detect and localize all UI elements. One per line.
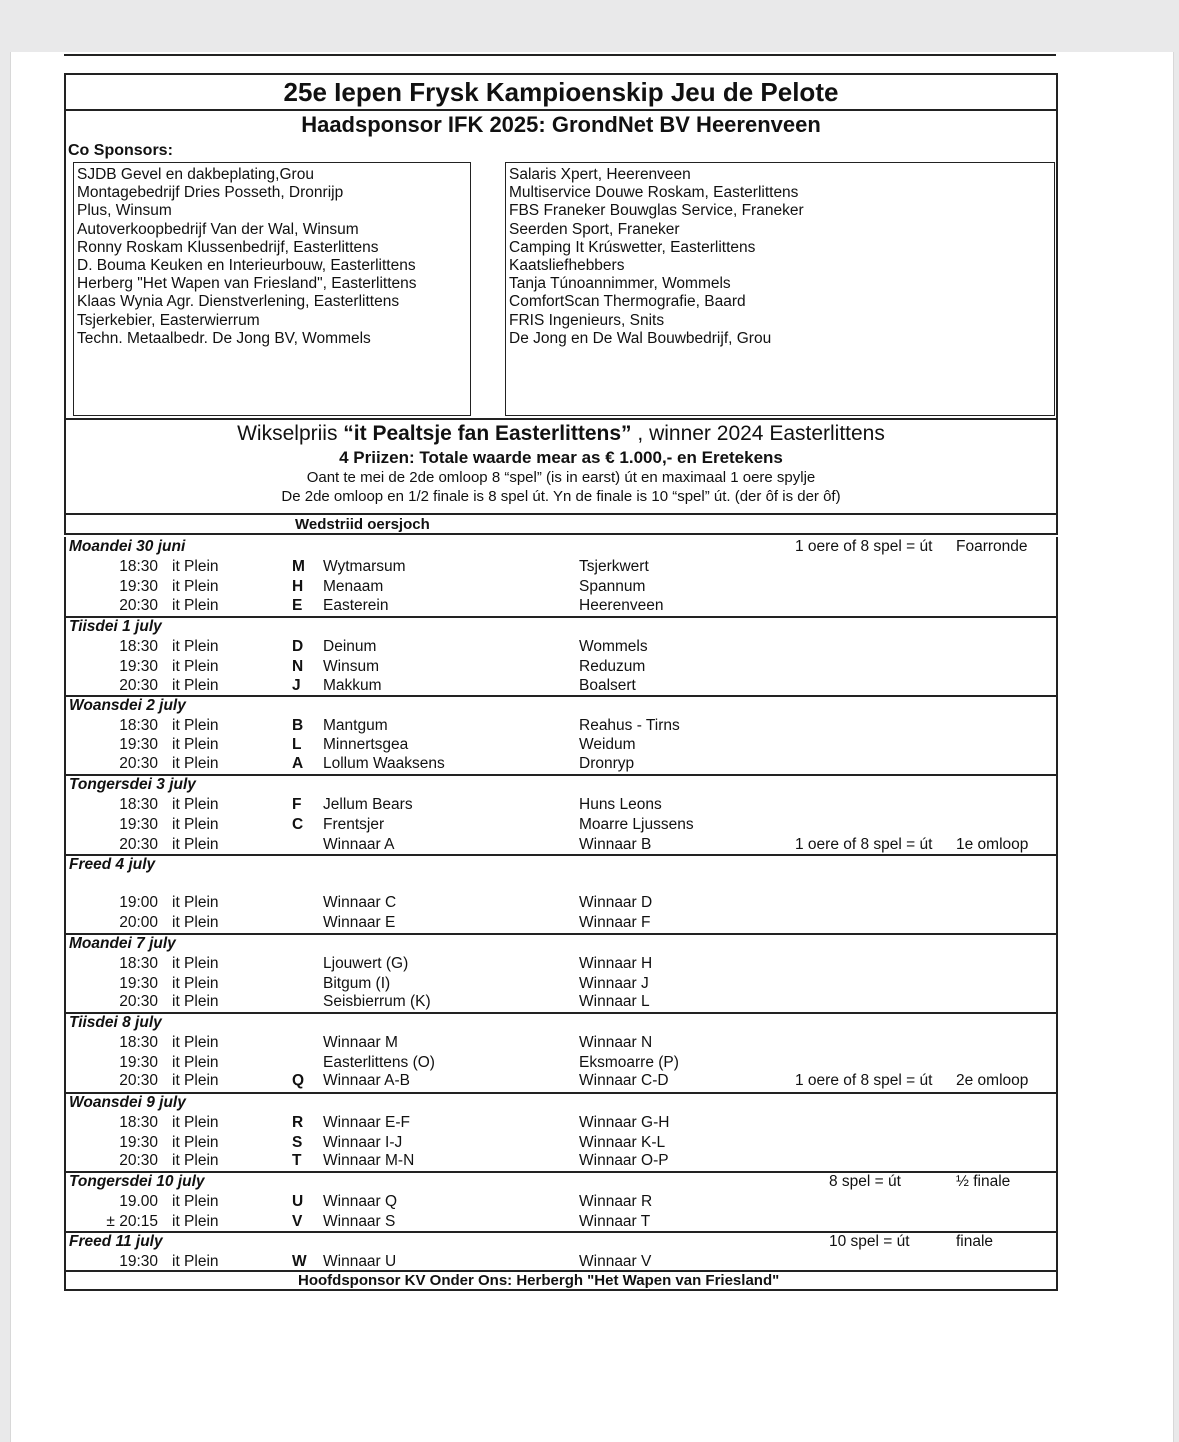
away-team: Tsjerkwert bbox=[579, 558, 649, 575]
match-time: 18:30 bbox=[119, 1114, 158, 1131]
sponsor-item: SJDB Gevel en dakbeplating,Grou bbox=[77, 166, 314, 183]
day-name: Woansdei 9 july bbox=[69, 1094, 186, 1111]
day-block bbox=[64, 617, 1058, 697]
sponsor-item: Herberg "Het Wapen van Friesland", Easterlittens bbox=[77, 275, 417, 293]
home-team: Winnaar A-B bbox=[323, 1072, 411, 1089]
match-time: 20:30 bbox=[119, 755, 158, 772]
match-location: it Plein bbox=[172, 677, 219, 694]
match-row bbox=[66, 1151, 1056, 1171]
match-time: 20:30 bbox=[119, 677, 158, 694]
match-time: 20:00 bbox=[119, 914, 158, 931]
day-block bbox=[64, 537, 1058, 618]
match-location: it Plein bbox=[172, 955, 219, 972]
match-row bbox=[66, 893, 1056, 913]
match-row bbox=[66, 754, 1056, 774]
match-row bbox=[66, 913, 1056, 933]
away-team: Winnaar J bbox=[579, 975, 649, 992]
match-code: W bbox=[292, 1253, 307, 1270]
match-location: it Plein bbox=[172, 993, 219, 1010]
match-time: 20:30 bbox=[119, 1072, 158, 1089]
home-team: Menaam bbox=[323, 578, 384, 595]
home-team: Winnaar M-N bbox=[323, 1152, 415, 1169]
day-block bbox=[64, 1093, 1058, 1173]
match-code: T bbox=[292, 1152, 302, 1169]
sponsor-item: De Jong en De Wal Bouwbedrijf, Grou bbox=[509, 329, 772, 347]
round-name: finale bbox=[956, 1233, 994, 1250]
match-location: it Plein bbox=[172, 658, 219, 675]
day-name: Tiisdei 8 july bbox=[69, 1014, 162, 1031]
match-time: 18:30 bbox=[119, 796, 158, 813]
home-team: Winnaar U bbox=[323, 1253, 397, 1270]
match-location: it Plein bbox=[172, 1152, 219, 1169]
away-team: Reahus - Tirns bbox=[579, 717, 680, 734]
match-location: it Plein bbox=[172, 796, 219, 813]
away-team: Winnaar C-D bbox=[579, 1072, 669, 1089]
sponsor-item: ComfortScan Thermografie, Baard bbox=[509, 293, 746, 311]
match-row bbox=[66, 1252, 1056, 1272]
schedule-heading: Wedstriid oersjoch bbox=[64, 514, 1058, 535]
match-code: N bbox=[292, 658, 304, 675]
match-row bbox=[66, 1053, 1056, 1073]
day-name: Moandei 7 july bbox=[69, 935, 176, 952]
day-name: Freed 4 july bbox=[69, 856, 156, 873]
away-team: Boalsert bbox=[579, 677, 636, 694]
match-row bbox=[66, 835, 1056, 855]
away-team: Winnaar O-P bbox=[579, 1152, 669, 1169]
home-team: Winnaar E bbox=[323, 914, 396, 931]
match-location: it Plein bbox=[172, 597, 219, 614]
match-code: E bbox=[292, 597, 303, 614]
away-team: Winnaar T bbox=[579, 1213, 651, 1230]
match-time: 20:30 bbox=[119, 1151, 158, 1172]
match-location: it Plein bbox=[172, 836, 219, 853]
sponsor-item: Camping It Krúswetter, Easterlittens bbox=[509, 238, 756, 256]
away-team: Reduzum bbox=[579, 658, 646, 675]
match-time: 18:30 bbox=[119, 558, 158, 575]
match-time: 19:00 bbox=[119, 894, 158, 911]
match-time: 20:30 bbox=[119, 836, 158, 853]
match-location: it Plein bbox=[172, 755, 219, 772]
sponsor-item: Plus, Winsum bbox=[77, 202, 172, 220]
away-team: Winnaar V bbox=[579, 1253, 652, 1270]
document-title: 25e Iepen Frysk Kampioenskip Jeu de Pelote bbox=[64, 73, 1058, 111]
match-row bbox=[66, 1133, 1056, 1153]
sponsor-item: Autoverkoopbedrijf Van der Wal, Winsum bbox=[77, 220, 359, 238]
match-location: it Plein bbox=[172, 1114, 219, 1131]
day-name: Freed 11 july bbox=[69, 1233, 163, 1250]
footer-sponsor: Hoofdsponsor KV Onder Ons: Herbergh "Het Wapen van Friesland" bbox=[64, 1271, 1058, 1291]
main-sponsor-line: Haadsponsor IFK 2025: GrondNet BV Heerenveen bbox=[64, 109, 1058, 141]
home-team: Winnaar S bbox=[323, 1213, 396, 1230]
match-time: 20:30 bbox=[119, 597, 158, 614]
match-code: B bbox=[292, 717, 304, 734]
match-location: it Plein bbox=[172, 816, 219, 833]
prize-section bbox=[64, 419, 1058, 515]
home-team: Easterlittens (O) bbox=[323, 1054, 435, 1071]
sponsor-item: Seerden Sport, Franeker bbox=[509, 220, 680, 238]
away-team: Winnaar R bbox=[579, 1193, 653, 1210]
away-team: Heerenveen bbox=[579, 597, 664, 614]
away-team: Winnaar F bbox=[579, 914, 651, 931]
sponsor-item: Kaatsliefhebbers bbox=[509, 257, 625, 275]
match-location: it Plein bbox=[172, 558, 219, 575]
home-team: Winnaar M bbox=[323, 1034, 398, 1051]
match-code: L bbox=[292, 736, 302, 753]
home-team: Winnaar A bbox=[323, 836, 395, 853]
home-team: Winnaar C bbox=[323, 894, 397, 911]
sponsor-item: Tanja Túnoannimmer, Wommels bbox=[509, 275, 731, 293]
sponsor-item: Ronny Roskam Klussenbedrijf, Easterlittens bbox=[77, 238, 379, 256]
match-row bbox=[66, 735, 1056, 755]
match-location: it Plein bbox=[172, 1213, 219, 1230]
day-block bbox=[64, 1232, 1058, 1272]
match-row bbox=[66, 637, 1056, 657]
home-team: Ljouwert (G) bbox=[323, 955, 409, 972]
day-name: Tongersdei 3 july bbox=[69, 776, 196, 793]
home-team: Seisbierrum (K) bbox=[323, 993, 431, 1010]
match-location: it Plein bbox=[172, 638, 219, 655]
away-team: Winnaar D bbox=[579, 894, 653, 911]
sponsor-item: Klaas Wynia Agr. Dienstverlening, Easterlittens bbox=[77, 293, 400, 311]
match-code: D bbox=[292, 638, 304, 655]
match-time: 18:30 bbox=[119, 638, 158, 655]
match-code: H bbox=[292, 578, 304, 595]
day-block bbox=[64, 775, 1058, 856]
match-location: it Plein bbox=[172, 1034, 219, 1051]
match-location: it Plein bbox=[172, 1193, 219, 1210]
match-row bbox=[66, 557, 1056, 577]
round-rule: 1 oere of 8 spel = út bbox=[795, 538, 933, 555]
match-time: 18:30 bbox=[119, 955, 158, 972]
home-team: Winnaar Q bbox=[323, 1193, 398, 1210]
round-name: 1e omloop bbox=[956, 836, 1029, 853]
home-team: Mantgum bbox=[323, 717, 388, 734]
match-row bbox=[66, 974, 1056, 994]
home-team: Bitgum (I) bbox=[323, 975, 391, 992]
match-location: it Plein bbox=[172, 1134, 219, 1151]
home-team: Easterein bbox=[323, 597, 389, 614]
trophy-line: Wikselpriis “it Pealtsje fan Easterlittens” , winner 2024 Easterlittens bbox=[237, 422, 885, 445]
away-team: Winnaar G-H bbox=[579, 1114, 670, 1131]
round-name: ½ finale bbox=[956, 1173, 1011, 1190]
sponsor-item: FBS Franeker Bouwglas Service, Franeker bbox=[509, 202, 804, 220]
home-team: Deinum bbox=[323, 638, 377, 655]
sponsor-item: Salaris Xpert, Heerenveen bbox=[509, 166, 691, 183]
match-row bbox=[66, 657, 1056, 677]
match-code: U bbox=[292, 1193, 304, 1210]
match-time: 19:30 bbox=[119, 1054, 158, 1071]
home-team: Wytmarsum bbox=[323, 558, 406, 575]
day-name: Tongersdei 10 july bbox=[69, 1173, 205, 1190]
match-code: S bbox=[292, 1134, 303, 1151]
away-team: Wommels bbox=[579, 638, 648, 655]
away-team: Winnaar K-L bbox=[579, 1134, 666, 1151]
round-name: Foarronde bbox=[956, 538, 1028, 555]
match-time: 20:30 bbox=[119, 993, 158, 1010]
match-time: 18:30 bbox=[119, 717, 158, 734]
sponsors-left-list bbox=[73, 162, 471, 416]
home-team: Winnaar I-J bbox=[323, 1134, 403, 1151]
match-location: it Plein bbox=[172, 717, 219, 734]
prizes-line: 4 Priizen: Totale waarde mear as € 1.000,- en Eretekens bbox=[339, 448, 783, 467]
home-team: Winsum bbox=[323, 658, 379, 675]
day-block bbox=[64, 934, 1058, 1014]
match-code: R bbox=[292, 1114, 304, 1131]
match-row bbox=[66, 676, 1056, 696]
match-time: 19:30 bbox=[119, 658, 158, 675]
match-row bbox=[66, 716, 1056, 736]
sponsor-item: Montagebedrijf Dries Posseth, Dronrijp bbox=[77, 184, 344, 202]
away-team: Winnaar N bbox=[579, 1034, 653, 1051]
match-row bbox=[66, 954, 1056, 974]
match-row bbox=[66, 795, 1056, 815]
match-code: A bbox=[292, 755, 304, 772]
match-location: it Plein bbox=[172, 578, 219, 595]
day-block bbox=[64, 1172, 1058, 1233]
day-block bbox=[64, 696, 1058, 776]
sponsor-item: Techn. Metaalbedr. De Jong BV, Wommels bbox=[77, 329, 371, 347]
away-team: Weidum bbox=[579, 736, 636, 753]
match-location: it Plein bbox=[172, 1253, 219, 1270]
match-row bbox=[66, 1033, 1056, 1053]
day-name: Woansdei 2 july bbox=[69, 697, 186, 714]
top-rule bbox=[64, 54, 1056, 56]
away-team: Winnaar B bbox=[579, 836, 652, 853]
round-rule: 10 spel = út bbox=[829, 1233, 910, 1250]
match-row bbox=[66, 815, 1056, 835]
match-code: F bbox=[292, 796, 302, 813]
away-team: Spannum bbox=[579, 578, 646, 595]
match-time: 19:30 bbox=[119, 975, 158, 992]
match-code: J bbox=[292, 677, 301, 694]
match-row bbox=[66, 596, 1056, 616]
rules-line-1: Oant te mei de 2de omloop 8 “spel” (is in earst) út en maximaal 1 oere spylje bbox=[306, 469, 816, 486]
match-location: it Plein bbox=[172, 894, 219, 911]
away-team: Winnaar L bbox=[579, 993, 650, 1010]
sponsor-item: Tsjerkebier, Easterwierrum bbox=[77, 311, 260, 329]
match-time: 19:30 bbox=[119, 816, 158, 833]
match-time: 19.00 bbox=[119, 1193, 158, 1210]
round-name: 2e omloop bbox=[956, 1072, 1029, 1089]
match-row bbox=[66, 1212, 1056, 1232]
day-name: Moandei 30 juni bbox=[69, 538, 186, 555]
round-rule: 1 oere of 8 spel = út bbox=[795, 836, 933, 853]
match-location: it Plein bbox=[172, 1054, 219, 1071]
away-team: Huns Leons bbox=[579, 796, 662, 813]
rules-line-2: De 2de omloop en 1/2 finale is 8 spel út. Yn de finale is 10 “spel” út. (der ôf is der ôf) bbox=[281, 488, 841, 505]
match-code: M bbox=[292, 558, 305, 575]
day-block bbox=[64, 855, 1058, 935]
match-time: 19:30 bbox=[119, 1134, 158, 1151]
home-team: Makkum bbox=[323, 677, 382, 694]
match-location: it Plein bbox=[172, 975, 219, 992]
away-team: Winnaar H bbox=[579, 955, 653, 972]
match-time: 19:30 bbox=[119, 1253, 158, 1270]
day-name: Tiisdei 1 july bbox=[69, 618, 162, 635]
home-team: Winnaar E-F bbox=[323, 1114, 410, 1131]
sponsor-item: Multiservice Douwe Roskam, Easterlittens bbox=[509, 184, 799, 202]
match-row bbox=[66, 577, 1056, 597]
match-row bbox=[66, 992, 1056, 1012]
sponsor-item: D. Bouma Keuken en Interieurbouw, Easterlittens bbox=[77, 257, 416, 275]
home-team: Minnertsgea bbox=[323, 736, 409, 753]
match-time: 18:30 bbox=[119, 1034, 158, 1051]
match-location: it Plein bbox=[172, 736, 219, 753]
away-team: Eksmoarre (P) bbox=[579, 1054, 679, 1071]
match-code: C bbox=[292, 816, 304, 833]
away-team: Dronryp bbox=[579, 755, 635, 772]
match-code: V bbox=[292, 1213, 303, 1230]
match-row bbox=[66, 1113, 1056, 1133]
sponsor-item: FRIS Ingenieurs, Snits bbox=[509, 311, 665, 329]
home-team: Frentsjer bbox=[323, 816, 385, 833]
co-sponsors-label: Co Sponsors: bbox=[68, 142, 173, 159]
sponsors-right-list bbox=[505, 162, 1055, 416]
match-row bbox=[66, 1071, 1056, 1091]
round-rule: 8 spel = út bbox=[829, 1173, 901, 1190]
match-time: 19:30 bbox=[119, 578, 158, 595]
match-time: ± 20:15 bbox=[106, 1213, 158, 1230]
match-time: 19:30 bbox=[119, 736, 158, 753]
round-rule: 1 oere of 8 spel = út bbox=[795, 1072, 933, 1089]
day-block bbox=[64, 1013, 1058, 1094]
home-team: Lollum Waaksens bbox=[323, 755, 445, 772]
match-row bbox=[66, 1192, 1056, 1212]
match-location: it Plein bbox=[172, 1072, 219, 1089]
match-location: it Plein bbox=[172, 914, 219, 931]
match-code: Q bbox=[292, 1072, 305, 1089]
home-team: Jellum Bears bbox=[323, 796, 413, 813]
away-team: Moarre Ljussens bbox=[579, 816, 694, 833]
